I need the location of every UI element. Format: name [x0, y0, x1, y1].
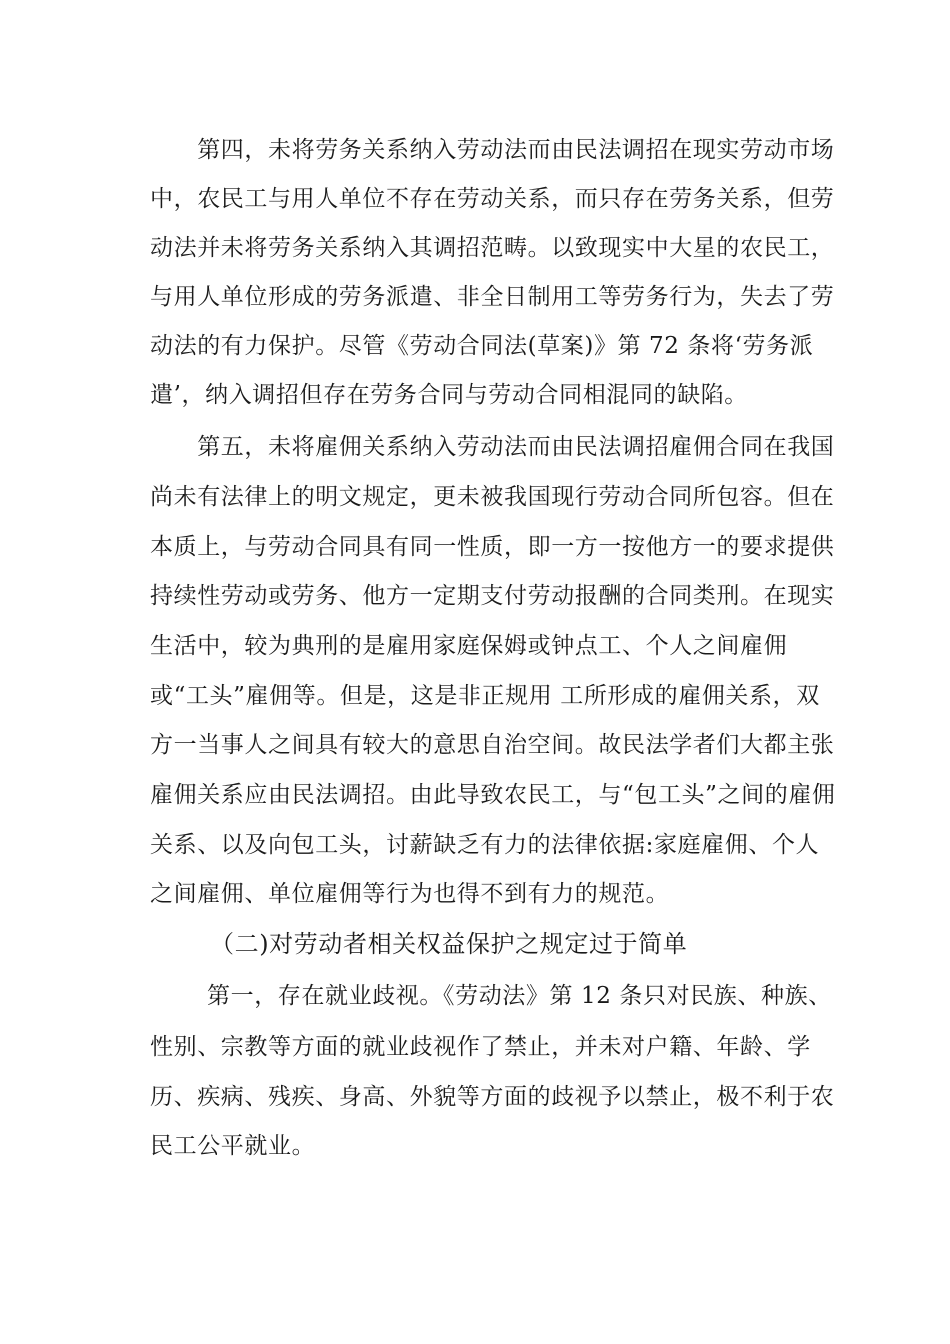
paragraph-line: 尚未有法律上的明文规定，更未被我国现行劳动合同所包容。但在	[150, 484, 835, 510]
paragraph-line: 雇佣关系应由民法调招。由此导致农民工，与“包工头”之间的雇佣	[150, 782, 836, 808]
paragraph-line: 持续性劳动或劳务、他方一定期支付劳动报酬的合同类刑。在现实	[150, 583, 835, 609]
paragraph-line: 中，农民工与用人单位不存在劳动关系，而只存在劳务关系，但劳	[150, 186, 835, 212]
paragraph-line: 或“工头”雇佣等。但是，这是非正规用 工所形成的雇佣关系，双	[150, 683, 820, 709]
paragraph-line: 关系、以及向包工头，讨薪缺乏有力的法律依据:家庭雇佣、个人	[150, 832, 820, 858]
paragraph-line: 生活中，较为典刑的是雇用家庭保姆或钟点工、个人之间雇佣	[150, 633, 788, 659]
paragraph-line: 遣’，纳入调招但存在劳务合同与劳动合同相混同的缺陷。	[150, 382, 748, 408]
paragraph-line: 动法并未将劳务关系纳入其调招范畴。以致现实中大星的农民工，	[150, 235, 835, 261]
paragraph-line: 性别、宗教等方面的就业歧视作了禁止，并未对户籍、年龄、学	[150, 1034, 811, 1060]
paragraph-line: 历、疾病、残疾、身高、外貌等方面的歧视予以禁止，极不利于农	[150, 1084, 835, 1110]
paragraph-line: 本质上，与劳动合同具有同一性质，即一方一按他方一的要求提供	[150, 534, 835, 560]
paragraph-line: 第五，未将雇佣关系纳入劳动法而由民法调招雇佣合同在我国	[150, 434, 835, 460]
paragraph-line: 第一，存在就业歧视。《劳动法》第 12 条只对民族、种族、	[207, 983, 832, 1009]
paragraph-line: 方一当事人之间具有较大的意思自治空间。故民法学者们大都主张	[150, 732, 835, 758]
paragraph-line: 之间雇佣、单位雇佣等行为也得不到有力的规范。	[150, 881, 670, 907]
paragraph-line: 动法的有力保护。尽管《劳动合同法(草案)》第 72 条将‘劳务派	[150, 333, 814, 359]
paragraph-line: 民工公平就业。	[150, 1133, 316, 1159]
paragraph-line: 与用人单位形成的劳务派遣、非全日制用工等劳务行为，失去了劳	[150, 284, 835, 310]
paragraph-line: 第四，未将劳务关系纳入劳动法而由民法调招在现实劳动市场	[150, 137, 835, 163]
section-heading: （二)对劳动者相关权益保护之规定过于简单	[210, 930, 688, 958]
